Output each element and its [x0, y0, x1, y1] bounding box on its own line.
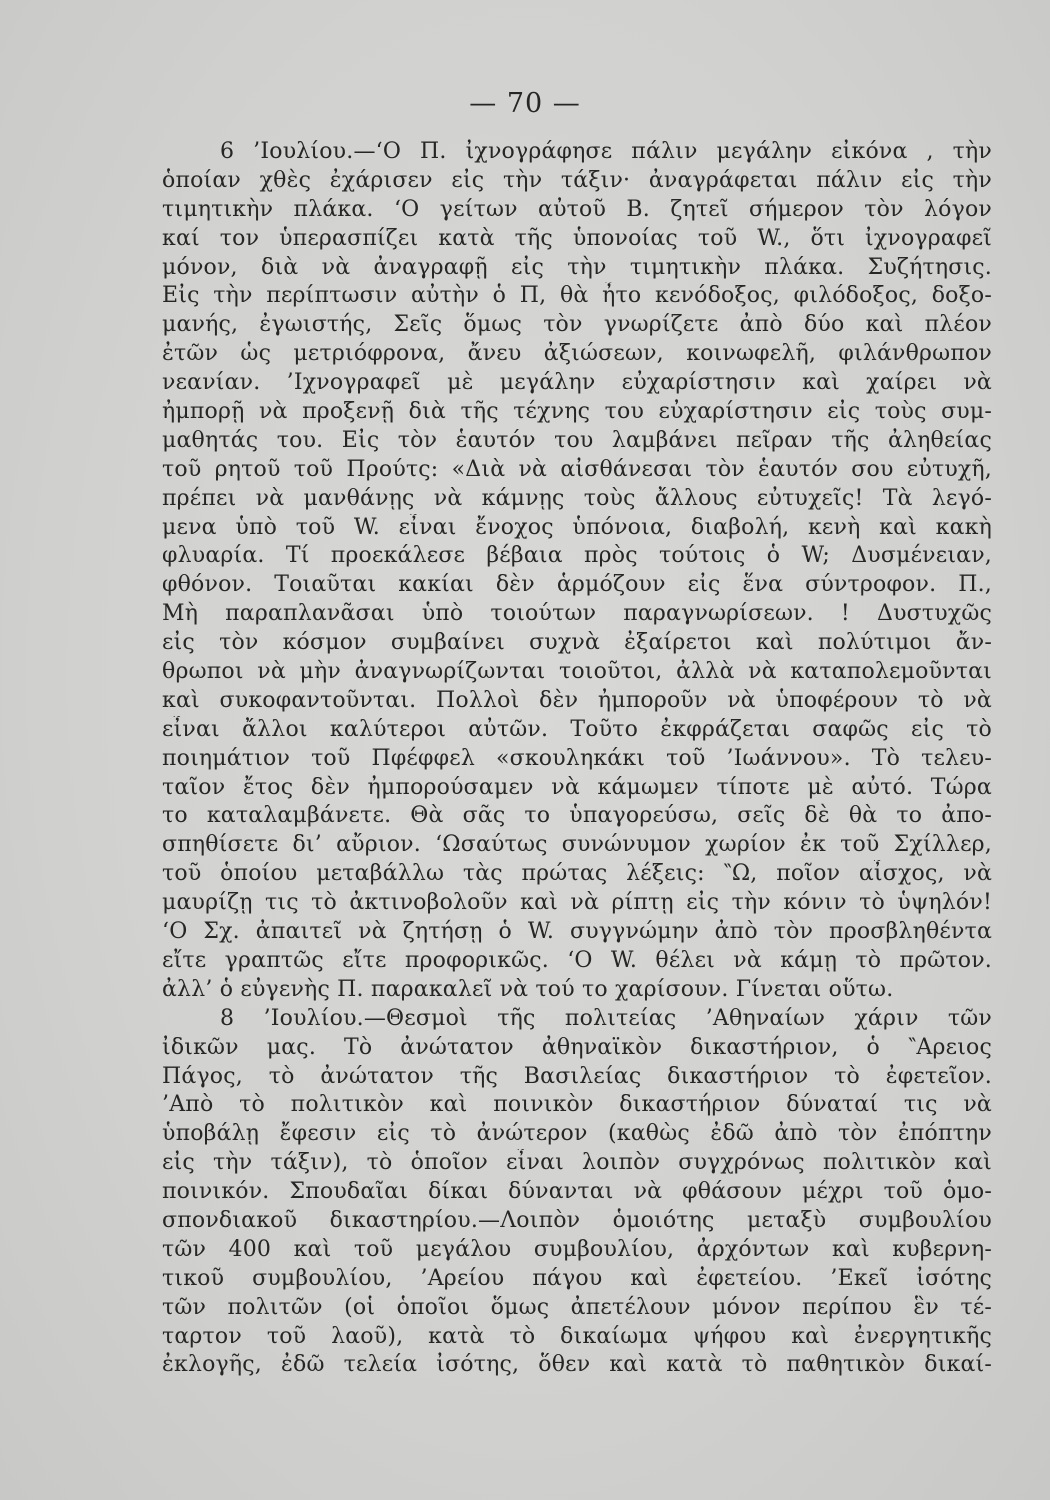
text-line: Εἰς τὴν περίπτωσιν αὐτὴν ὁ Π, θὰ ἦτο κενόδοξος, φιλόδοξος, δοξο-	[162, 283, 992, 309]
body-text	[162, 138, 992, 1380]
text-line: σπονδιακοῦ δικαστηρίου.—Λοιπὸν ὁμοιότης μεταξὺ συμβουλίου	[162, 1207, 992, 1233]
text-line: πρέπει νὰ μανθάνῃς νὰ κάμνῃς τοὺς ἄλλους εὐτυχεῖς! Τὰ λεγό-	[162, 485, 992, 511]
text-line: ἀλλ’ ὁ εὐγενὴς Π. παρακαλεῖ νὰ τού το χαρίσουν. Γίνεται οὕτω.	[162, 976, 894, 1002]
text-line: εἰς τὸν κόσμον συμβαίνει συχνὰ ἐξαίρετοι καὶ πολύτιμοι ἄν-	[162, 630, 992, 656]
text-line: ἰδικῶν μας. Τὸ ἀνώτατον ἀθηναϊκὸν δικαστήριον, ὁ ‶Αρειος	[162, 1034, 992, 1060]
text-line: τοῦ ρητοῦ τοῦ Προύτς: «Διὰ νὰ αἰσθάνεσαι τὸν ἑαυτόν σου εὐτυχῆ,	[162, 456, 992, 482]
text-line: ταῖον ἔτος δὲν ἠμπορούσαμεν νὰ κάμωμεν τίποτε μὲ αὐτό. Τώρα	[162, 774, 992, 800]
text-line: ποιημάτιον τοῦ Πφέφφελ «σκουληκάκι τοῦ ’Ιωάννου». Τὸ τελευ-	[162, 745, 992, 771]
text-line: τοῦ ὁποίου μεταβάλλω τὰς πρώτας λέξεις: ‶Ω, ποῖον αἶσχος, νὰ	[162, 861, 992, 887]
text-line: ‘Ο Σχ. ἀπαιτεῖ νὰ ζητήσῃ ὁ W. συγγνώμην ἀπὸ τὸν προσβληθέντα	[162, 919, 992, 945]
text-line: ’Απὸ τὸ πολιτικὸν καὶ ποινικὸν δικαστήριον δύναταί τις νὰ	[162, 1092, 992, 1118]
text-line: μανής, ἐγωιστής, Σεῖς ὅμως τὸν γνωρίζετε ἀπὸ δύο καὶ πλέον	[162, 312, 992, 338]
text-line: τῶν πολιτῶν (οἱ ὁποῖοι ὅμως ἀπετέλουν μόνον περίπου ἓν τέ-	[162, 1294, 992, 1320]
text-line: ὑποβάλῃ ἔφεσιν εἰς τὸ ἀνώτερον (καθὼς ἐδῶ ἀπὸ τὸν ἐπόπτην	[162, 1121, 992, 1147]
text-line: εἰς τὴν τάξιν), τὸ ὁποῖον εἶναι λοιπὸν συγχρόνως πολιτικὸν καὶ	[162, 1150, 992, 1176]
text-line: σπηθίσετε δι’ αὔριον. ‘Ωσαύτως συνώνυμον χωρίον ἐκ τοῦ Σχίλλερ,	[162, 832, 992, 858]
text-line: Μὴ παραπλανᾶσαι ὑπὸ τοιούτων παραγνωρίσεων. ! Δυστυχῶς	[162, 601, 992, 627]
text-line: θρωποι νὰ μὴν ἀναγνωρίζωνται τοιοῦτοι, ἀλλὰ νὰ καταπολεμοῦνται	[162, 659, 992, 685]
text-line: μαθητάς του. Εἰς τὸν ἑαυτόν του λαμβάνει πεῖραν τῆς ἀληθείας	[162, 427, 992, 453]
text-line: φθόνον. Τοιαῦται κακίαι δὲν ἁρμόζουν εἰς ἕνα σύντροφον. Π.,	[162, 572, 992, 598]
text-line: μόνον, διὰ νὰ ἀναγραφῇ εἰς τὴν τιμητικὴν πλάκα. Συζήτησις.	[162, 254, 992, 280]
text-line: ποινικόν. Σπουδαῖαι δίκαι δύνανται νὰ φθάσουν μέχρι τοῦ ὁμο-	[162, 1179, 992, 1205]
text-line: τικοῦ συμβουλίου, ’Αρείου πάγου καὶ ἐφετείου. ’Εκεῖ ἰσότης	[162, 1265, 992, 1291]
text-line: μενα ὑπὸ τοῦ W. εἶναι ἔνοχος ὑπόνοια, διαβολή, κενὴ καὶ κακὴ	[162, 514, 992, 540]
text-line: 6 ’Ιουλίου.—‘Ο Π. ἰχνογράφησε πάλιν μεγάλην εἰκόνα , τὴν	[220, 139, 992, 164]
text-line: Πάγος, τὸ ἀνώτατον τῆς Βασιλείας δικαστήριον τὸ ἐφετεῖον.	[162, 1063, 992, 1089]
text-line: ἐτῶν ὡς μετριόφρονα, ἄνευ ἀξιώσεων, κοινωφελῆ, φιλάνθρωπον	[162, 341, 992, 367]
text-line: τῶν 400 καὶ τοῦ μεγάλου συμβουλίου, ἀρχόντων καὶ κυβερνη-	[162, 1236, 992, 1262]
text-line: καί τον ὑπερασπίζει κατὰ τῆς ὑπονοίας τοῦ W., ὅτι ἰχνογραφεῖ	[162, 225, 992, 251]
text-line: νεανίαν. ’Ιχνογραφεῖ μὲ μεγάλην εὐχαρίστησιν καὶ χαίρει νὰ	[162, 370, 992, 396]
text-line: ὁποίαν χθὲς ἐχάρισεν εἰς τὴν τάξιν· ἀναγράφεται πάλιν εἰς τὴν	[162, 167, 992, 193]
text-line: 8 ’Ιουλίου.—Θεσμοὶ τῆς πολιτείας ’Αθηναίων χάριν τῶν	[220, 1005, 992, 1031]
text-line: καὶ συκοφαντοῦνται. Πολλοὶ δὲν ἠμποροῦν νὰ ὑποφέρουν τὸ νὰ	[162, 687, 992, 713]
text-line: εἶναι ἄλλοι καλύτεροι αὐτῶν. Τοῦτο ἐκφράζεται σαφῶς εἰς τὸ	[162, 716, 992, 742]
text-line: φλυαρία. Τί προεκάλεσε βέβαια πρὸς τούτοις ὁ W; Δυσμένειαν,	[162, 543, 992, 569]
text-line: το καταλαμβάνετε. Θὰ σᾶς το ὑπαγορεύσω, σεῖς δὲ θὰ το ἀπο-	[162, 803, 992, 829]
text-line: ἠμπορῇ νὰ προξενῇ διὰ τῆς τέχνης του εὐχαρίστησιν εἰς τοὺς συμ-	[162, 399, 992, 425]
text-line: εἴτε γραπτῶς εἴτε προφορικῶς. ‘Ο W. θέλει νὰ κάμῃ τὸ πρῶτον.	[162, 947, 992, 973]
text-line: τιμητικὴν πλάκα. ‘Ο γείτων αὐτοῦ Β. ζητεῖ σήμερον τὸν λόγον	[162, 196, 992, 222]
text-line: ἐκλογῆς, ἐδῶ τελεία ἰσότης, ὅθεν καὶ κατὰ τὸ παθητικὸν δικαί-	[162, 1352, 992, 1378]
text-line: ταρτον τοῦ λαοῦ), κατὰ τὸ δικαίωμα ψήφου καὶ ἐνεργητικῆς	[162, 1323, 992, 1349]
page-number: — 70 —	[469, 88, 581, 119]
text-line: μαυρίζῃ τις τὸ ἀκτινοβολοῦν καὶ νὰ ρίπτῃ εἰς τὴν κόνιν τὸ ὑψηλόν!	[162, 890, 992, 916]
